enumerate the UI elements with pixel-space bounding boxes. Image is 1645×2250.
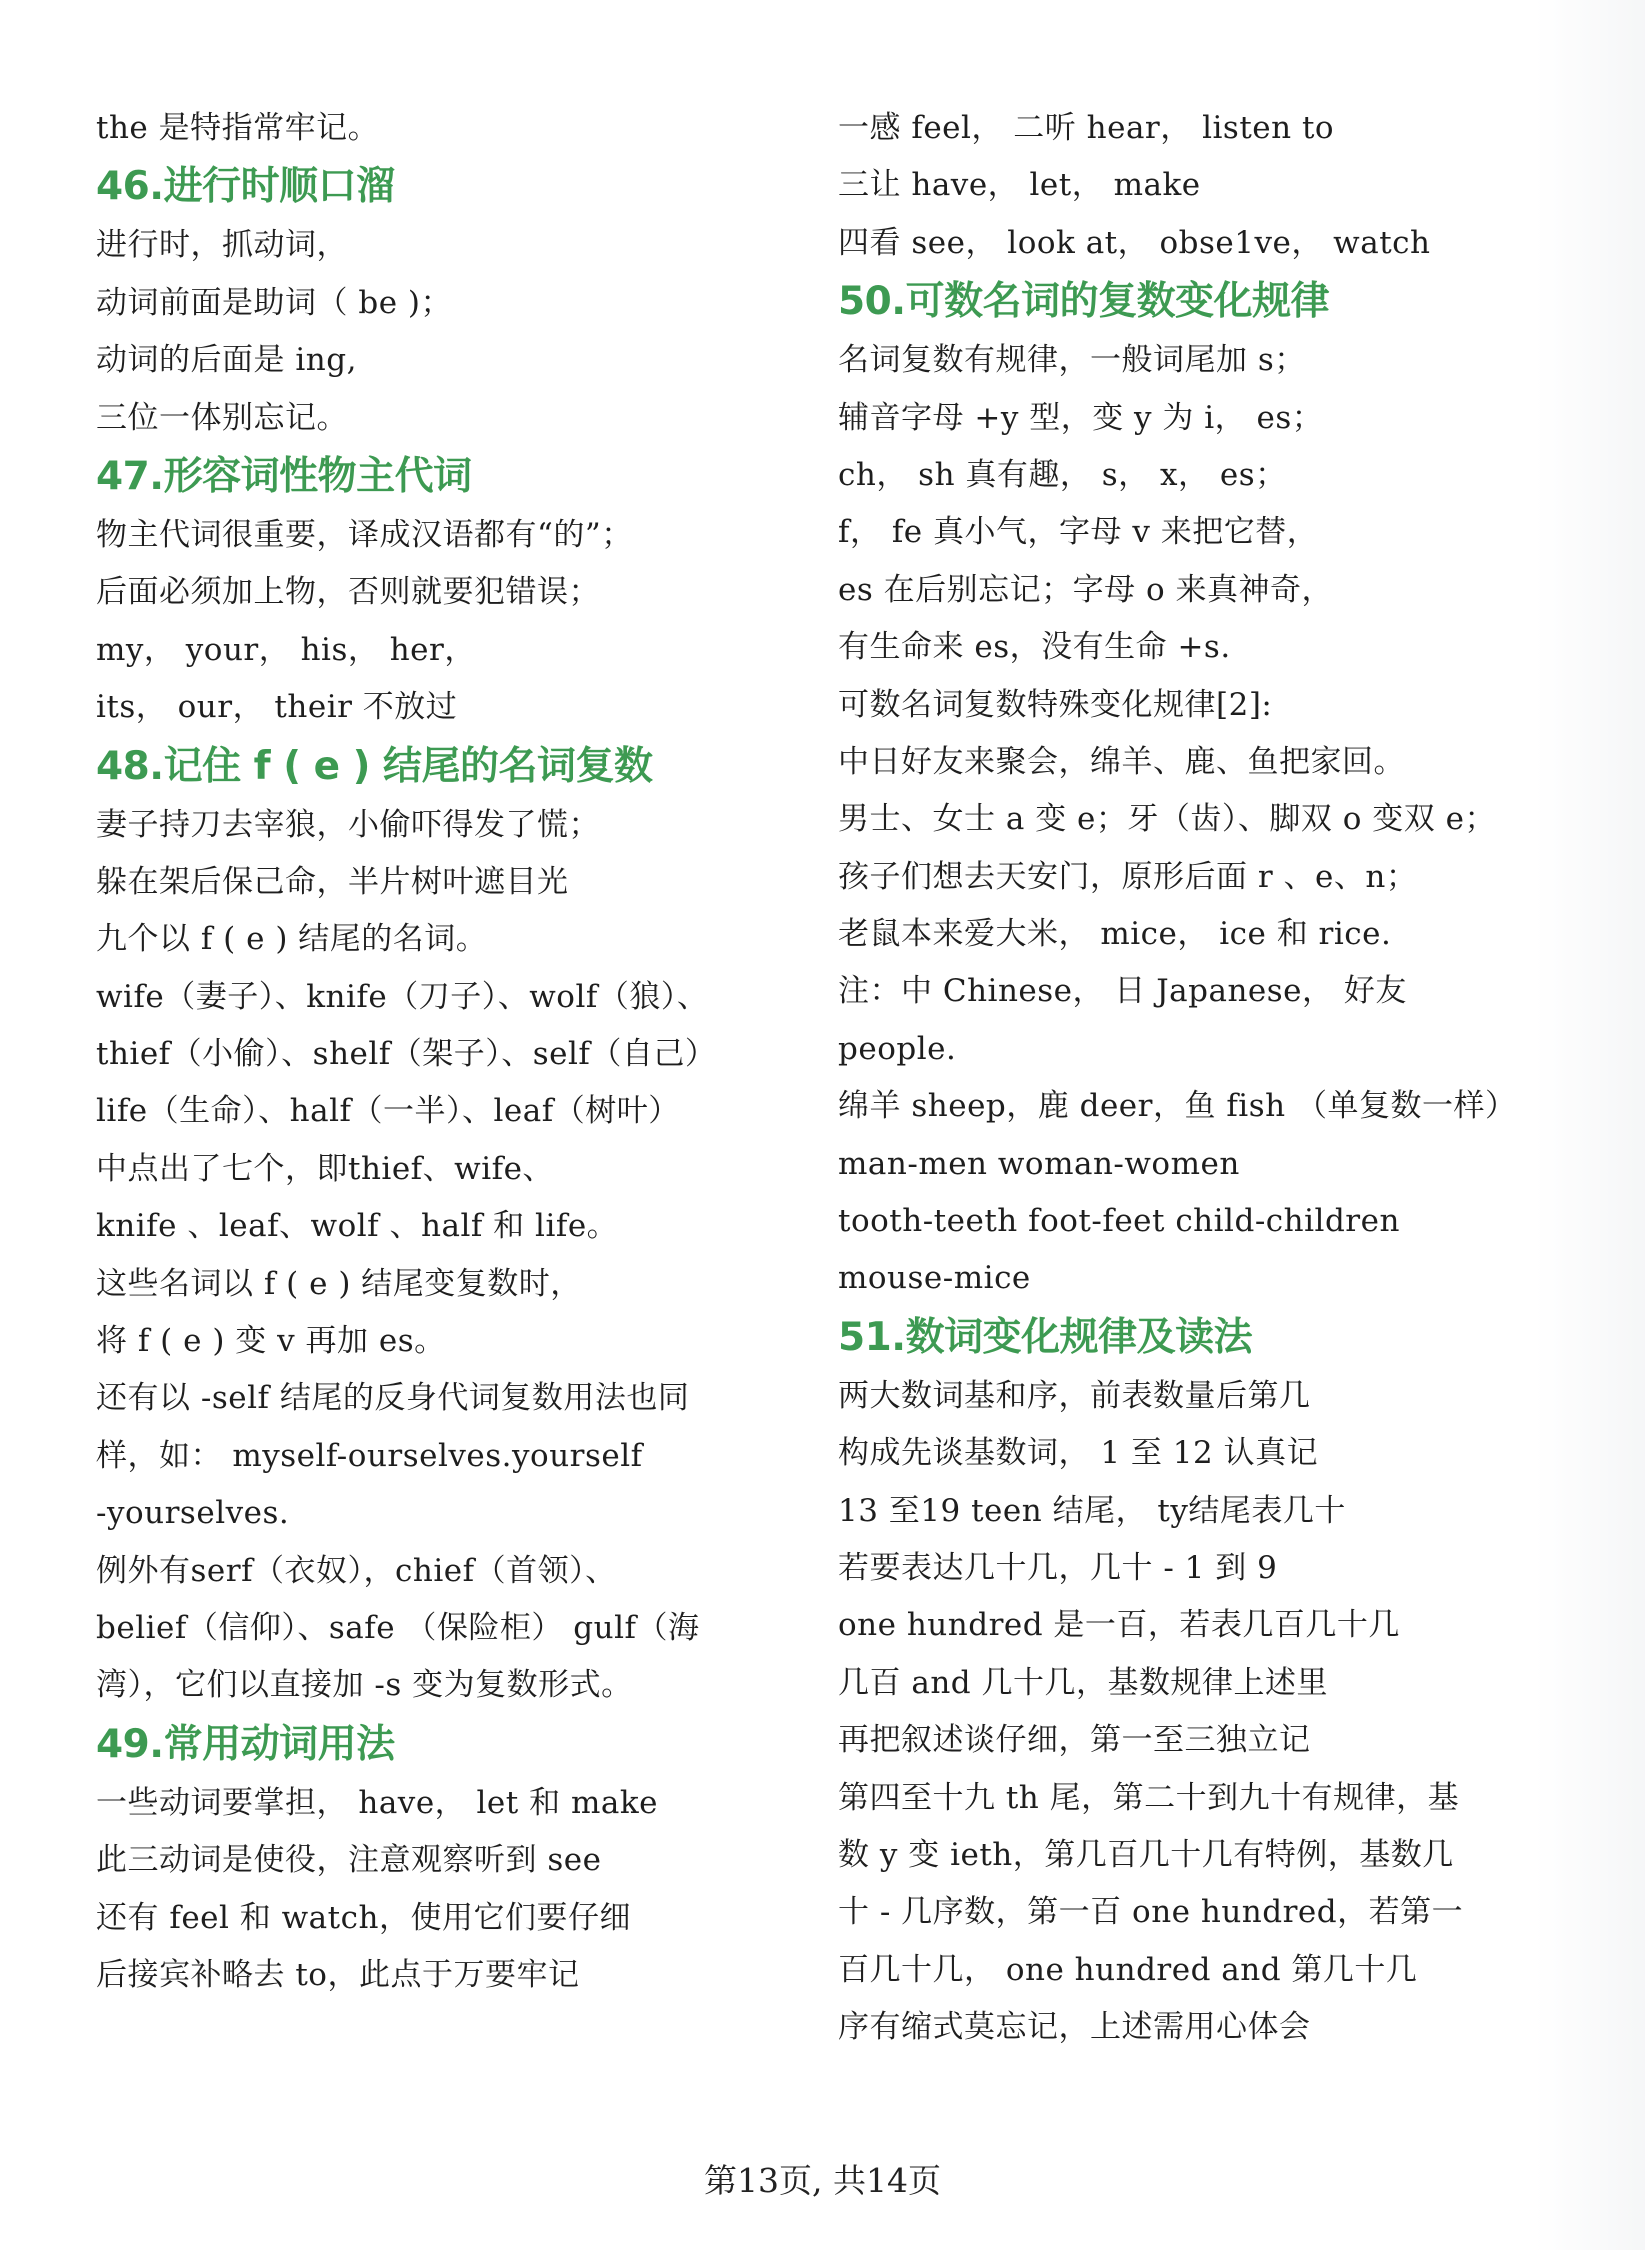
text-line: 后接宾补略去 to，此点于万要牢记 xyxy=(96,1956,580,1993)
text-line: 数 y 变 ieth，第几百几十几有特例，基数几 xyxy=(838,1836,1454,1873)
text-line: 进行时，抓动词， xyxy=(96,227,348,264)
text-line: 男士、女士 a 变 e；牙（齿）、脚双 o 变双 e； xyxy=(838,801,1496,838)
text-line: belief（信仰）、safe （保险柜） gulf（海 xyxy=(96,1609,700,1646)
text-line: 这些名词以 f ( e ) 结尾变复数时， xyxy=(96,1265,582,1302)
text-line: 后面必须加上物，否则就要犯错误； xyxy=(96,574,600,611)
section-heading: 47.形容词性物主代词 xyxy=(96,453,472,499)
text-line: one hundred 是一百，若表几百几十几 xyxy=(838,1607,1400,1644)
text-line: 名词复数有规律，一般词尾加 s； xyxy=(838,342,1306,379)
text-line: 动词的后面是 ing, xyxy=(96,342,357,379)
text-line: 孩子们想去天安门，原形后面 r 、e、n； xyxy=(838,858,1418,895)
text-line: 此三动词是使役，注意观察听到 see xyxy=(96,1842,602,1879)
text-line: 还有 feel 和 watch，使用它们要仔细 xyxy=(96,1899,631,1936)
section-50 xyxy=(838,272,1568,1308)
section-46 xyxy=(96,157,796,447)
text-line: 两大数词基和序，前表数量后第几 xyxy=(838,1377,1311,1414)
text-line: 九个以 f ( e ) 结尾的名词。 xyxy=(96,921,488,958)
text-line: 可数名词复数特殊变化规律[2]: xyxy=(838,686,1273,723)
text-line: 三位一体别忘记。 xyxy=(96,399,348,436)
text-line: 中日好友来聚会，绵羊、鹿、鱼把家回。 xyxy=(838,743,1405,780)
section-48 xyxy=(96,737,796,1715)
text-line: 13 至19 teen 结尾， ty结尾表几十 xyxy=(838,1492,1346,1529)
text-line: wife（妻子）、knife（刀子）、wolf（狼）、 xyxy=(96,978,709,1015)
intro-line: the 是特指常牢记。 xyxy=(96,110,380,146)
text-line: thief（小偷）、shelf（架子）、self（自己） xyxy=(96,1036,717,1073)
text-line: man-men woman-women xyxy=(838,1145,1240,1182)
intro-line: 四看 see， look at， obse1ve， watch xyxy=(838,224,1431,261)
text-line: 构成先谈基数词， 1 至 12 认真记 xyxy=(838,1435,1319,1472)
page-indicator: 第13页, 共14页 xyxy=(704,2161,941,2200)
left-column xyxy=(96,100,796,2004)
text-line: 样，如： myself-ourselves.yourself xyxy=(96,1437,643,1474)
text-line: 物主代词很重要，译成汉语都有“的”； xyxy=(96,516,633,553)
text-line: people. xyxy=(838,1030,957,1067)
text-line: 若要表达几十几，几十 - 1 到 9 xyxy=(838,1549,1278,1586)
text-line: 百几十几， one hundred and 第几十几 xyxy=(838,1951,1418,1988)
section-heading: 51.数词变化规律及读法 xyxy=(838,1314,1253,1360)
intro-line: 一感 feel， 二听 hear， listen to xyxy=(838,110,1335,146)
section-47 xyxy=(96,447,796,737)
text-line: 辅音字母 +y 型，变 y 为 i， es； xyxy=(838,399,1324,436)
text-line: mouse-mice xyxy=(838,1260,1031,1297)
text-line: 将 f ( e ) 变 v 再加 es。 xyxy=(96,1323,446,1360)
text-line: 动词前面是助词（ be )； xyxy=(96,284,452,321)
text-line: es 在后别忘记；字母 o 来真神奇， xyxy=(838,571,1333,608)
text-line: -yourselves. xyxy=(96,1495,290,1532)
text-line: 几百 and 几十几，基数规律上述里 xyxy=(838,1664,1328,1701)
section-heading: 48.记住 f ( e ) 结尾的名词复数 xyxy=(96,743,653,789)
text-line: life（生命）、half（一半）、leaf（树叶） xyxy=(96,1093,680,1130)
text-line: 中点出了七个，即thief、wife、 xyxy=(96,1150,554,1187)
text-line: 还有以 -self 结尾的反身代词复数用法也同 xyxy=(96,1380,690,1417)
section-51 xyxy=(838,1308,1568,2057)
text-line: f， fe 真小气，字母 v 来把它替， xyxy=(838,514,1319,551)
section-heading: 49.常用动词用法 xyxy=(96,1721,395,1767)
text-line: 十 - 几序数，第一百 one hundred，若第一 xyxy=(838,1894,1464,1931)
right-column xyxy=(838,100,1568,2057)
text-line: 再把叙述谈仔细，第一至三独立记 xyxy=(838,1722,1311,1759)
text-line: 妻子持刀去宰狼，小偷吓得发了慌； xyxy=(96,806,600,843)
section-heading: 50.可数名词的复数变化规律 xyxy=(838,279,1330,325)
intro-line: 三让 have， let， make xyxy=(838,167,1201,204)
section-heading: 46.进行时顺口溜 xyxy=(96,164,395,210)
text-line: 注：中 Chinese， 日 Japanese， 好友 xyxy=(838,973,1407,1010)
text-line: 湾），它们以直接加 -s 变为复数形式。 xyxy=(96,1667,633,1704)
text-line: tooth-teeth foot-feet child-children xyxy=(838,1203,1400,1240)
text-line: my， your， his， her， xyxy=(96,631,476,668)
text-line: 例外有serf（衣奴），chief（首领）、 xyxy=(96,1552,617,1589)
text-line: 第四至十九 th 尾，第二十到九十有规律，基 xyxy=(838,1779,1460,1816)
text-line: ch， sh 真有趣， s， x， es； xyxy=(838,456,1287,493)
text-line: 序有缩式莫忘记，上述需用心体会 xyxy=(838,2009,1311,2046)
text-line: 老鼠本来爱大米， mice， ice 和 rice. xyxy=(838,916,1392,953)
section-49 xyxy=(96,1715,796,2005)
text-line: 一些动词要掌担， have， let 和 make xyxy=(96,1784,658,1821)
text-line: 有生命来 es，没有生命 +s. xyxy=(838,629,1231,666)
text-line: 绵羊 sheep，鹿 deer，鱼 fish （单复数一样） xyxy=(838,1088,1517,1125)
text-line: 躲在架后保己命，半片树叶遮目光 xyxy=(96,863,569,900)
text-line: its， our， their 不放过 xyxy=(96,689,458,726)
text-line: knife 、leaf、wolf 、half 和 life。 xyxy=(96,1208,619,1245)
